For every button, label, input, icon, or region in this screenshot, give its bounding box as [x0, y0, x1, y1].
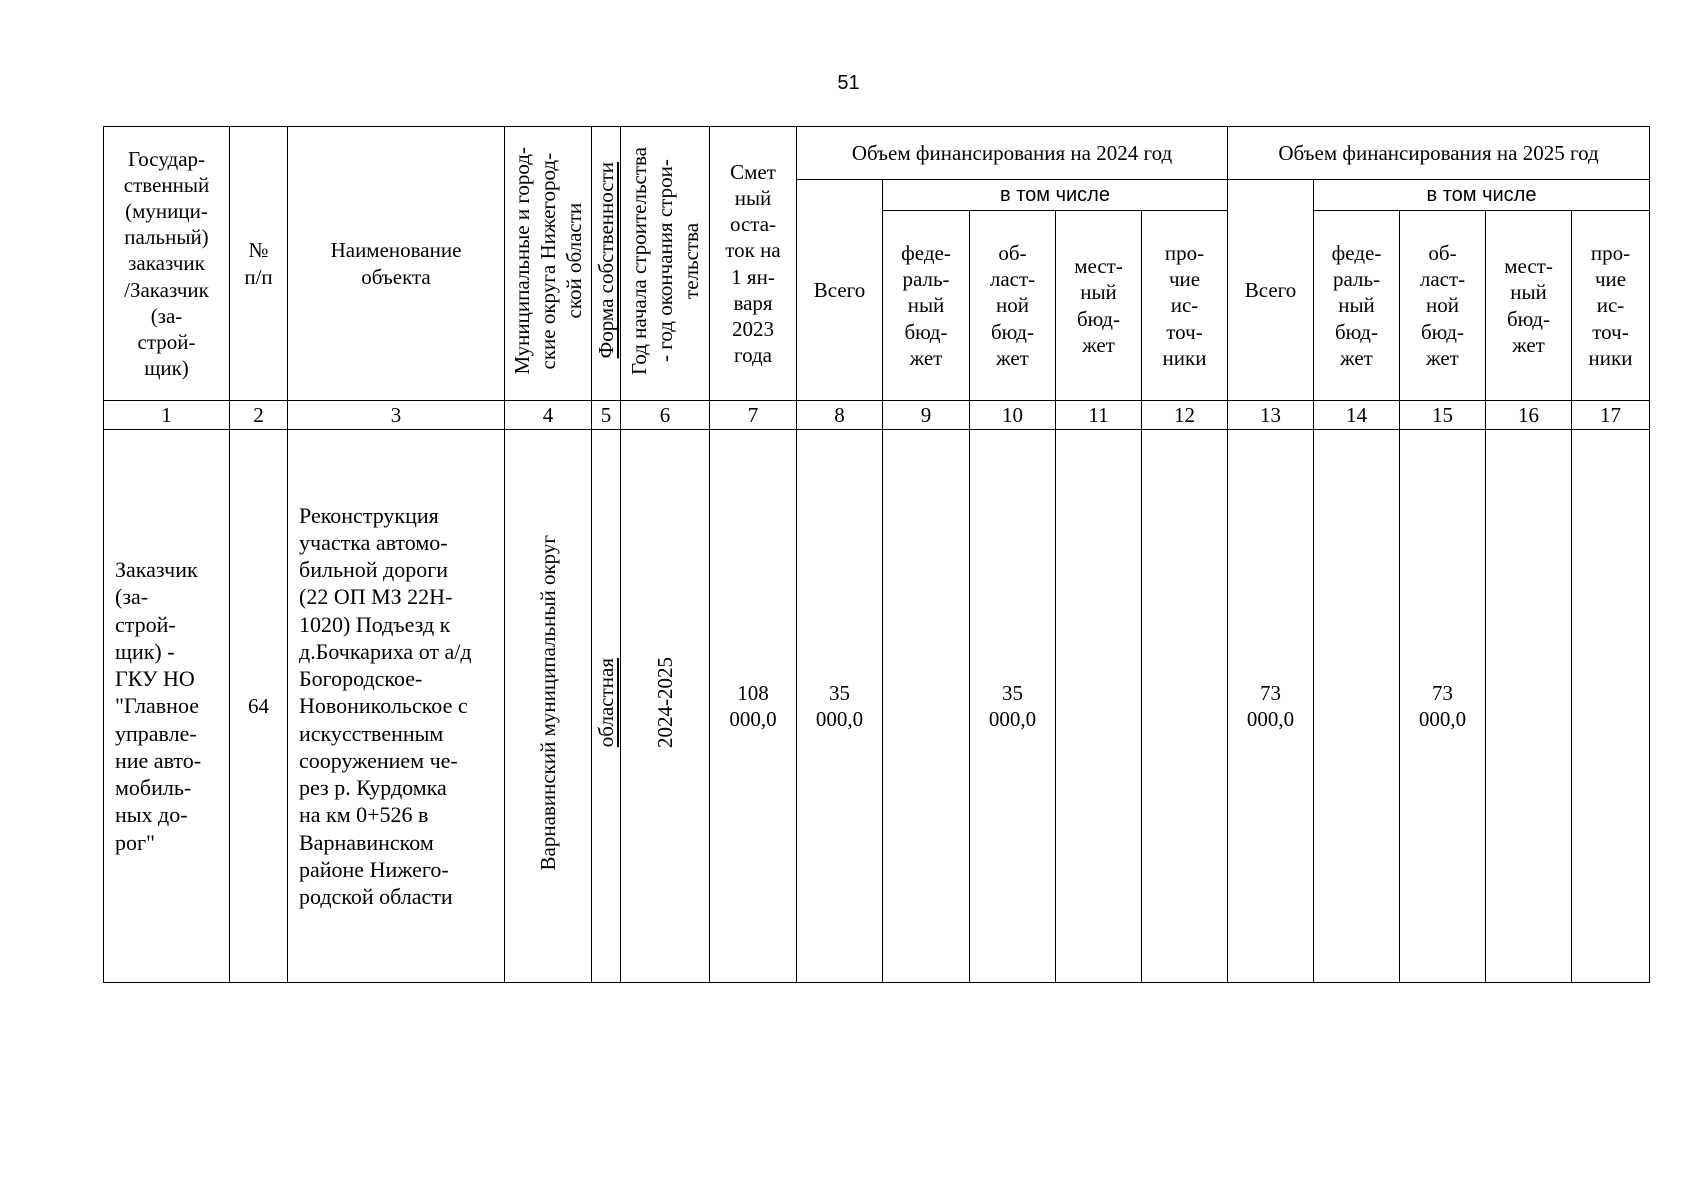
- column-number: 16: [1486, 401, 1572, 430]
- row-estimated-balance: 108 000,0: [710, 430, 797, 983]
- column-number: 11: [1056, 401, 1142, 430]
- header-regional-2025: об- ласт- ной бюд- жет: [1400, 211, 1486, 401]
- header-funding-2024: Объем финансирования на 2024 год: [797, 127, 1228, 180]
- row-federal-2025: [1314, 430, 1400, 983]
- row-years: 2024-2025: [621, 430, 710, 983]
- column-number: 17: [1572, 401, 1650, 430]
- column-number: 2: [230, 401, 288, 430]
- row-district: Варнавинский муниципальный округ: [505, 430, 592, 983]
- header-total-2024: Всего: [797, 180, 883, 401]
- header-including-2024: в том числе: [883, 180, 1228, 211]
- header-total-2025: Всего: [1228, 180, 1314, 401]
- row-local-2024: [1056, 430, 1142, 983]
- row-other-2024: [1142, 430, 1228, 983]
- header-row-top: [104, 127, 1650, 180]
- row-local-2025: [1486, 430, 1572, 983]
- column-number: 13: [1228, 401, 1314, 430]
- row-customer: Заказчик (за- строй- щик) - ГКУ НО "Главное управле- ние авто- мобиль- ных до- рог": [104, 430, 230, 983]
- header-construction-years: Год начала строительства - год окончания строи- тельства: [621, 127, 710, 401]
- header-estimated-balance: Смет ный оста- ток на 1 ян- варя 2023 года: [710, 127, 797, 401]
- row-object-name: Реконструкция участка автомо- бильной дороги (22 ОП МЗ 22Н- 1020) Подъезд к д.Бочкариха от а/д Богородское- Новоникольское с искусственным сооружением че- рез р. Курдомка на км 0+526 в Варнавинском районе Нижего- родской области: [288, 430, 505, 983]
- row-other-2025: [1572, 430, 1650, 983]
- column-number: 7: [710, 401, 797, 430]
- column-number: 14: [1314, 401, 1400, 430]
- row-federal-2024: [883, 430, 970, 983]
- column-number: 10: [970, 401, 1056, 430]
- header-local-2024: мест- ный бюд- жет: [1056, 211, 1142, 401]
- row-total-2024: 35 000,0: [797, 430, 883, 983]
- header-funding-2025: Объем финансирования на 2025 год: [1228, 127, 1650, 180]
- column-number: 6: [621, 401, 710, 430]
- header-number: № п/п: [230, 127, 288, 401]
- column-number: 9: [883, 401, 970, 430]
- column-number: 1: [104, 401, 230, 430]
- table-row: [104, 430, 1650, 983]
- row-regional-2024: 35 000,0: [970, 430, 1056, 983]
- column-number: 15: [1400, 401, 1486, 430]
- column-number: 4: [505, 401, 592, 430]
- page-number: 51: [837, 72, 860, 94]
- header-municipal-districts: Муниципальные и город- ские округа Нижегород- ской области: [505, 127, 592, 401]
- header-object-name: Наименование объекта: [288, 127, 505, 401]
- header-local-2025: мест- ный бюд- жет: [1486, 211, 1572, 401]
- row-ownership: областная: [592, 430, 621, 983]
- header-customer: Государ- ственный (муници- пальный) заказчик /Заказчик (за- строй- щик): [104, 127, 230, 401]
- header-other-2025: про- чие ис- точ- ники: [1572, 211, 1650, 401]
- header-federal-2025: феде- раль- ный бюд- жет: [1314, 211, 1400, 401]
- column-number-row: [104, 401, 1650, 430]
- row-number: 64: [230, 430, 288, 983]
- header-federal-2024: феде- раль- ный бюд- жет: [883, 211, 970, 401]
- row-total-2025: 73 000,0: [1228, 430, 1314, 983]
- column-number: 5: [592, 401, 621, 430]
- header-other-2024: про- чие ис- точ- ники: [1142, 211, 1228, 401]
- column-number: 8: [797, 401, 883, 430]
- header-ownership-form: Форма собственности: [592, 127, 621, 401]
- header-regional-2024: об- ласт- ной бюд- жет: [970, 211, 1056, 401]
- column-number: 3: [288, 401, 505, 430]
- column-number: 12: [1142, 401, 1228, 430]
- row-regional-2025: 73 000,0: [1400, 430, 1486, 983]
- financing-table: [103, 126, 1650, 983]
- header-including-2025: в том числе: [1314, 180, 1650, 211]
